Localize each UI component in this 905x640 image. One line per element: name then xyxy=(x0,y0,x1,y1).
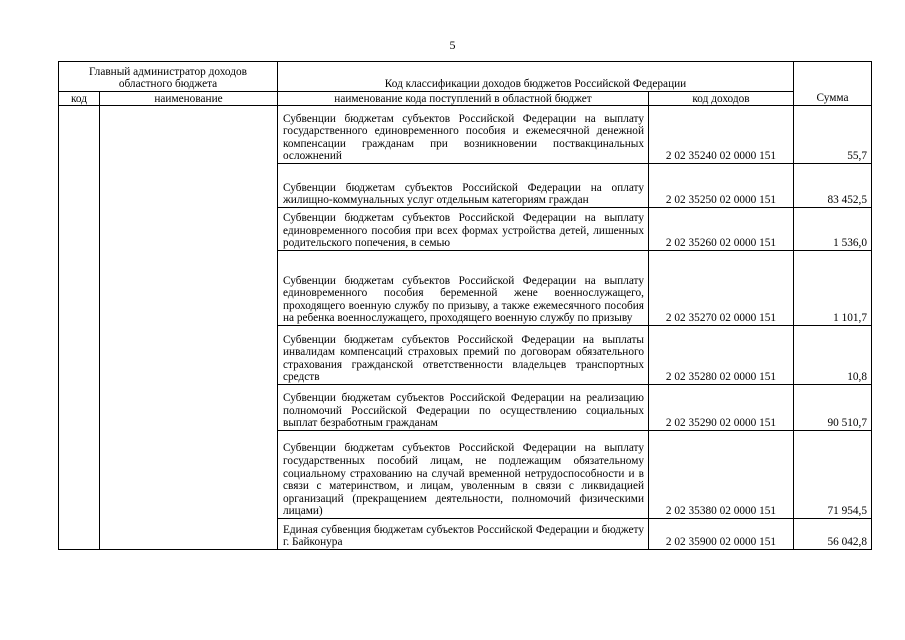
row-description: Субвенции бюджетам субъектов Российской Федерации на реализацию полномочий Российской Федерации по осуществлению социальных выплат безработным гражданам xyxy=(278,385,649,431)
row-income-code: 2 02 35240 02 0000 151 xyxy=(649,106,794,164)
header-sum: Сумма xyxy=(794,62,872,106)
revenue-table xyxy=(58,61,872,550)
row-description: Субвенции бюджетам субъектов Российской Федерации на выплаты инвалидам компенсаций страховых премий по договорам обязательного страхования гражданской ответственности владельцев транспортных средств xyxy=(278,326,649,385)
row-income-code: 2 02 35280 02 0000 151 xyxy=(649,326,794,385)
row-description: Субвенции бюджетам субъектов Российской Федерации на выплату государственного единовременного пособия и ежемесячной денежной компенсации гражданам при возникновении поствакцинальных осложнений xyxy=(278,106,649,164)
row-amount: 56 042,8 xyxy=(794,519,872,550)
row-income-code: 2 02 35290 02 0000 151 xyxy=(649,385,794,431)
row-description: Субвенции бюджетам субъектов Российской Федерации на выплату единовременного пособия при всех формах устройства детей, лишенных родительского попечения, в семью xyxy=(278,208,649,251)
header-classification-group: Код классификации доходов бюджетов Российской Федерации xyxy=(278,62,794,92)
row-amount: 55,7 xyxy=(794,106,872,164)
header-row-top xyxy=(59,62,872,92)
header-income-code: код доходов xyxy=(649,92,794,106)
header-row-bottom xyxy=(59,92,872,106)
header-income-name: наименование кода поступлений в областной бюджет xyxy=(278,92,649,106)
row-amount: 10,8 xyxy=(794,326,872,385)
row-description: Единая субвенция бюджетам субъектов Российской Федерации и бюджету г. Байконура xyxy=(278,519,649,550)
table-row xyxy=(59,106,872,164)
row-description: Субвенции бюджетам субъектов Российской Федерации на выплату государственных пособий лицам, не подлежащим обязательному социальному страхованию на случай временной нетрудоспособности и в связи с материнством, и лицам, уволенным в связи с ликвидацией организаций (прекращением деятельности, полномочий физическими лицами) xyxy=(278,431,649,519)
row-description: Субвенции бюджетам субъектов Российской Федерации на выплату единовременного пособия беременной жене военнослужащего, проходящего военную службу по призыву, а также ежемесячного пособия на ребенка военнослужащего, проходящего военную службу по призыву xyxy=(278,251,649,326)
row-amount: 83 452,5 xyxy=(794,164,872,208)
header-admin-name: наименование xyxy=(100,92,278,106)
header-admin-group: Главный администратор доходов областного бюджета xyxy=(59,62,278,92)
row-amount: 90 510,7 xyxy=(794,385,872,431)
row-amount: 1 101,7 xyxy=(794,251,872,326)
row-income-code: 2 02 35270 02 0000 151 xyxy=(649,251,794,326)
row-income-code: 2 02 35250 02 0000 151 xyxy=(649,164,794,208)
header-admin-code: код xyxy=(59,92,100,106)
admin-code-cell xyxy=(59,106,100,550)
page-number: 5 xyxy=(449,38,456,52)
admin-name-cell xyxy=(100,106,278,550)
row-description: Субвенции бюджетам субъектов Российской Федерации на оплату жилищно-коммунальных услуг отдельным категориям граждан xyxy=(278,164,649,208)
row-amount: 1 536,0 xyxy=(794,208,872,251)
row-income-code: 2 02 35260 02 0000 151 xyxy=(649,208,794,251)
row-income-code: 2 02 35900 02 0000 151 xyxy=(649,519,794,550)
row-amount: 71 954,5 xyxy=(794,431,872,519)
row-income-code: 2 02 35380 02 0000 151 xyxy=(649,431,794,519)
